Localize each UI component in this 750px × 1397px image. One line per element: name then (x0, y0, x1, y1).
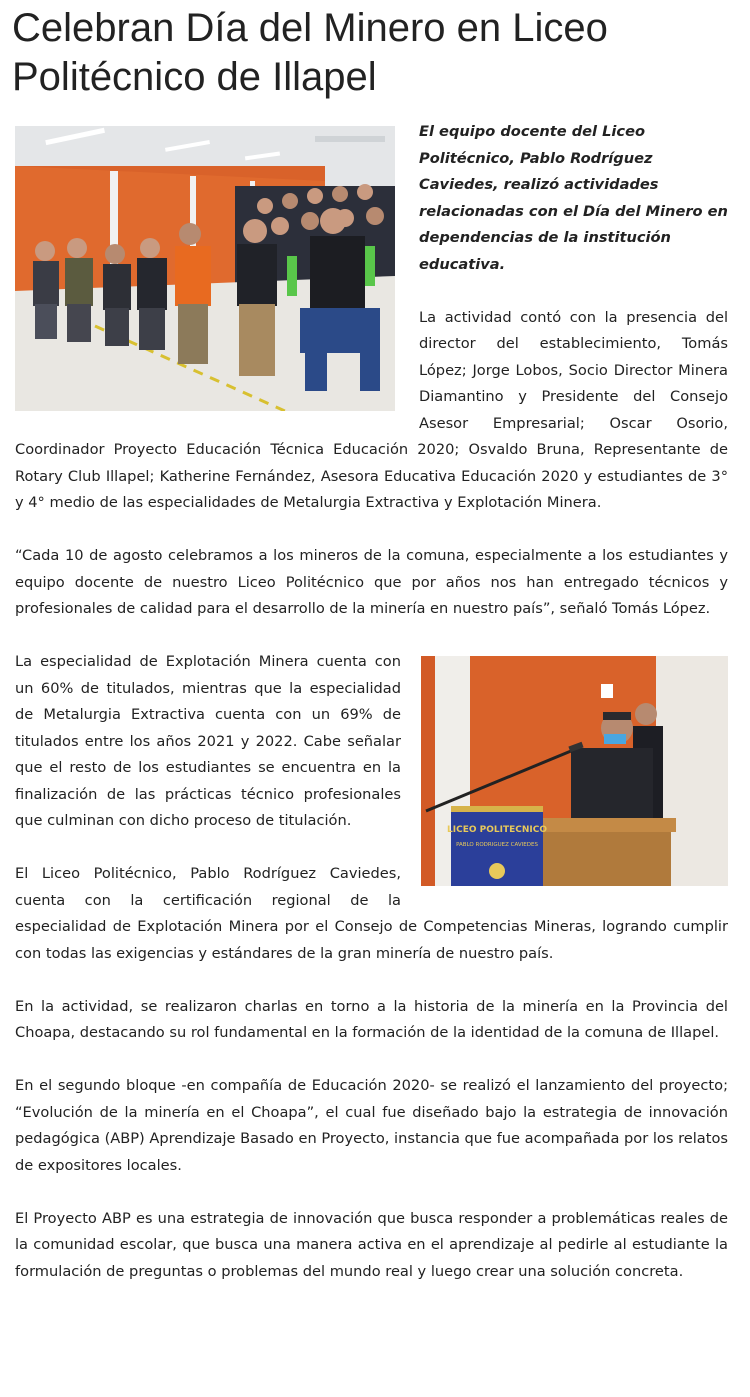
paragraph-1: La actividad contó con la presencia del director del establecimiento, Tomás López; Jorge Lobos, Socio Director Minera Diamantino y Presidente del Consejo Asesor Empresarial; Oscar Osorio, Coordinador Proyecto Educación Técnica Educación 2020; Osvaldo Bruna, Representante de Rotary Club Illapel; Katherine Fernández, Asesora Educativa Educación 2020 y estudiantes de 3° y 4° medio de las especialidades de Metalurgia Extractiva y Explotación Minera. (15, 308, 728, 511)
article-lead: El equipo docente del Liceo Politécnico, Pablo Rodríguez Caviedes, realizó actividades relacionadas con el Día del Minero en dependencias de la institución educativa. (419, 123, 728, 273)
paragraph-4: El Liceo Politécnico, Pablo Rodríguez Caviedes, cuenta con la certificación regional de la especialidad de Explotación Minera por el Consejo de Competencias Mineras, logrando cumplir con todas las exigencias y estándares de la gran minería de nuestro país. (15, 865, 728, 962)
article-body (15, 119, 728, 1312)
paragraph-5: En la actividad, se realizaron charlas en torno a la historia de la minería en la Provincia del Choapa, destacando su rol fundamental en la formación de la identidad de la comuna de Illapel. (15, 997, 728, 1041)
banner-text-line1: LICEO POLITECNICO (447, 825, 547, 835)
paragraph-3: La especialidad de Explotación Minera cuenta con un 60% de titulados, mientras que la especialidad de Metalurgia Extractiva cuenta con un 69% de titulados entre los años 2021 y 2022. Cabe señalar que el resto de los estudiantes se encuentra en la finalización de las prácticas técnico profesionales que culminan con dicho proceso de titulación. (15, 653, 401, 829)
paragraph-2 (15, 543, 728, 623)
speaker-photo (421, 656, 728, 886)
audience-photo (15, 126, 395, 411)
paragraph-6: En el segundo bloque -en compañía de Educación 2020- se realizó el lanzamiento del proyecto; “Evolución de la minería en el Choapa”, el cual fue diseñado bajo la estrategia de innovación pedagógica (ABP) Aprendizaje Basado en Proyecto, instancia que fue acompañada por los relatos de expositores locales. (15, 1077, 728, 1174)
paragraph-2-text: “Cada 10 de agosto celebramos a los mineros de la comuna, especialmente a los estudiantes y equipo docente de nuestro Liceo Politécnico que por años nos han entregado técnicos y profesionales de calidad para el desarrollo de la minería en nuestro país”, señaló Tomás López. (15, 547, 728, 617)
article-title: Celebran Día del Minero en Liceo Politécnico de Illapel (12, 6, 608, 99)
banner-text-line2: PABLO RODRIGUEZ CAVIEDES (456, 842, 538, 848)
paragraph-7: El Proyecto ABP es una estrategia de innovación que busca responder a problemáticas reales de la comunidad escolar, que busca una manera activa en el aprendizaje al pedirle al estudiante la formulación de preguntas o problemas del mundo real y luego crear una solución concreta. (15, 1209, 728, 1280)
